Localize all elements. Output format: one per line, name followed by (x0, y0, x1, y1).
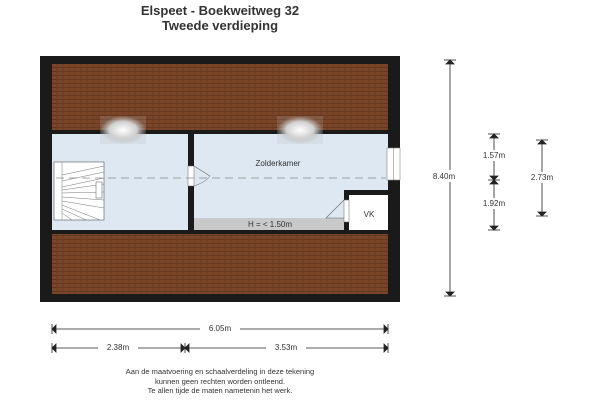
skylight-right (277, 116, 323, 144)
dim-label-total-width: 6.05m (208, 324, 232, 333)
room-label-vk: VK (363, 210, 375, 219)
dim-label-left-width: 2.38m (106, 343, 130, 352)
staircase (54, 162, 104, 220)
dim-label-right-width: 3.53m (274, 343, 298, 352)
dim-label-upper: 1.57m (482, 151, 506, 160)
dim-segments (488, 134, 500, 230)
plan-subtitle: Tweede verdieping (161, 18, 279, 33)
plan-title: Elspeet - Boekweitweg 32 (140, 3, 300, 18)
disclaimer (40, 367, 400, 396)
dim-label-total-depth: 8.40m (432, 172, 456, 181)
dim-label-lower: 1.92m (482, 199, 506, 208)
disclaimer-line-2: kunnen geen rechten worden ontleend. (154, 376, 286, 386)
vk-wall-top (344, 190, 388, 195)
roof-bottom (52, 234, 388, 294)
room-label-zolderkamer: Zolderkamer (255, 159, 301, 168)
disclaimer-line-1: Aan de maatvoering en schaalverdeling in deze tekening (125, 367, 315, 376)
dim-label-sum: 2.73m (530, 173, 554, 182)
wall-bottom-strip (52, 230, 388, 234)
height-note: H = < 1.50m (247, 220, 293, 229)
skylight-left (100, 116, 146, 144)
disclaimer-line-3: Te allen tijde de maten nametenin het werk. (147, 386, 293, 396)
